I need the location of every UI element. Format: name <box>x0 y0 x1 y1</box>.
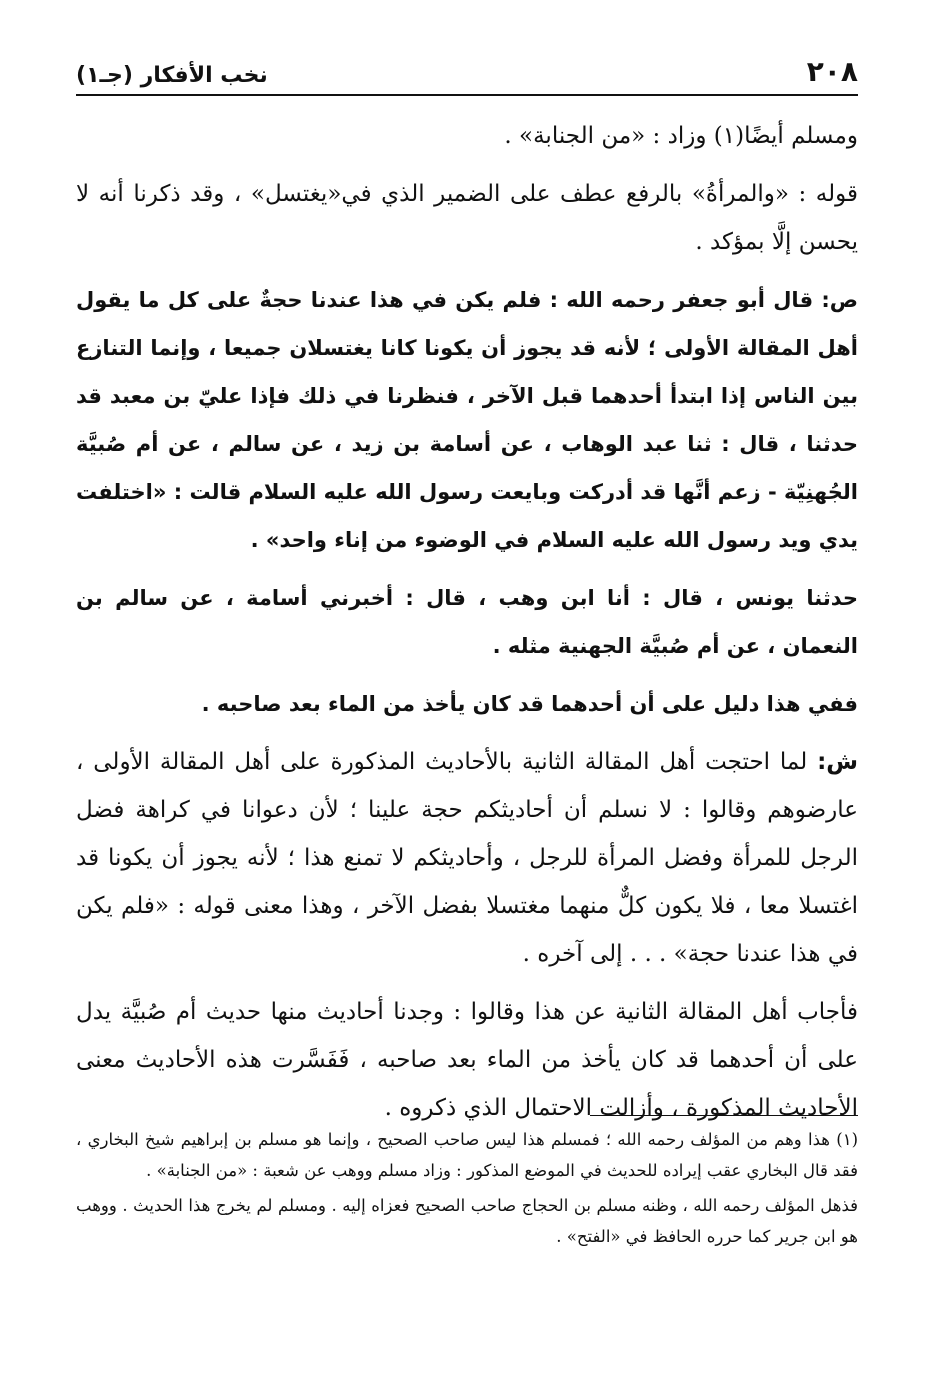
paragraph-response: فأجاب أهل المقالة الثانية عن هذا وقالوا : وجدنا أحاديث منها حديث أم صُبيَّة يدل على أن أحدهما قد كان يأخذ من الماء بعد صاحبه ، فَفَسَّرت هذه الأحاديث معنى الأحاديث المذكورة ، وأزالت الاحتمال الذي ذكروه . <box>76 999 858 1121</box>
paragraph-grammar-note: قوله : «والمرأةُ» بالرفع عطف على الضمير الذي في«يغتسل» ، وقد ذكرنا أنه لا يحسن إلَّا بمؤكد . <box>76 181 859 255</box>
commentary-marker: ش: <box>817 749 858 775</box>
paragraph-hadith-yunus: حدثنا يونس ، قال : أنا ابن وهب ، قال : أخبرني أسامة ، عن سالم بن النعمان ، عن أم صُبيَّة الجهنية مثله . <box>76 586 858 658</box>
book-title: نخب الأفكار (جـ١) <box>76 63 268 88</box>
paragraph-text-abu-jafar: ص: قال أبو جعفر رحمه الله : فلم يكن في هذا عندنا حجةٌ على كل ما يقول أهل المقالة الأولى ؛ لأنه قد يجوز أن يكونا كانا يغتسلان جميعا ، وإنما التنازع بين الناس إذا ابتدأ أحدهما قبل الآخر ، فنظرنا في ذلك فإذا عليّ بن معبد قد حدثنا ، قال : ثنا عبد الوهاب ، عن أسامة بن زيد ، عن سالم ، عن أم صُبيَّة الجُهنِيّة - زعم أنَّها قد أدركت وبايعت رسول الله عليه السلام قالت : «اختلفت يدي ويد رسول الله عليه السلام في الوضوء من إناء واحد» . <box>76 288 858 552</box>
page-number: ٢٠٨ <box>806 55 858 88</box>
main-text <box>76 112 858 1142</box>
paragraph-conclusion: ففي هذا دليل على أن أحدهما قد كان يأخذ من الماء بعد صاحبه . <box>201 692 858 716</box>
commentary-text: لما احتجت أهل المقالة الثانية بالأحاديث المذكورة على أهل المقالة الأولى ، عارضوهم وقالوا : لا نسلم أن أحاديثكم حجة علينا ؛ لأن دعوانا في كراهة فضل الرجل للمرأة وفضل المرأة للرجل ، وأحاديثكم لا تمنع هذا ؛ لأنه يجوز أن يكونا قد اغتسلا معا ، فلا يكون كلٌّ منهما مغتسلا بفضل الآخر ، وهذا معنى قوله : «فلم يكن في هذا عندنا حجة» . . . إلى آخره . <box>76 749 858 967</box>
footnotes <box>76 1124 858 1256</box>
page-header <box>76 52 858 96</box>
paragraph-commentary <box>76 738 858 978</box>
paragraph-muslim-addition: ومسلم أيضًا(١) وزاد : «من الجنابة» . <box>504 123 858 149</box>
footnote-1: (١) هذا وهم من المؤلف رحمه الله ؛ فمسلم هذا ليس صاحب الصحيح ، وإنما هو مسلم بن إبراهيم شيخ البخاري ، فقد قال البخاري عقب إيراده للحديث في الموضع المذكور : وزاد مسلم ووهب عن شعبة : «من الجنابة» . <box>76 1130 858 1180</box>
footnote-1-continued: فذهل المؤلف رحمه الله ، وظنه مسلم بن الحجاج صاحب الصحيح فعزاه إليه . ومسلم لم يخرج هذا الحديث . ووهب هو ابن جرير كما حرره الحافظ في «الفتح» . <box>76 1196 858 1246</box>
footnote-divider <box>590 1115 858 1116</box>
